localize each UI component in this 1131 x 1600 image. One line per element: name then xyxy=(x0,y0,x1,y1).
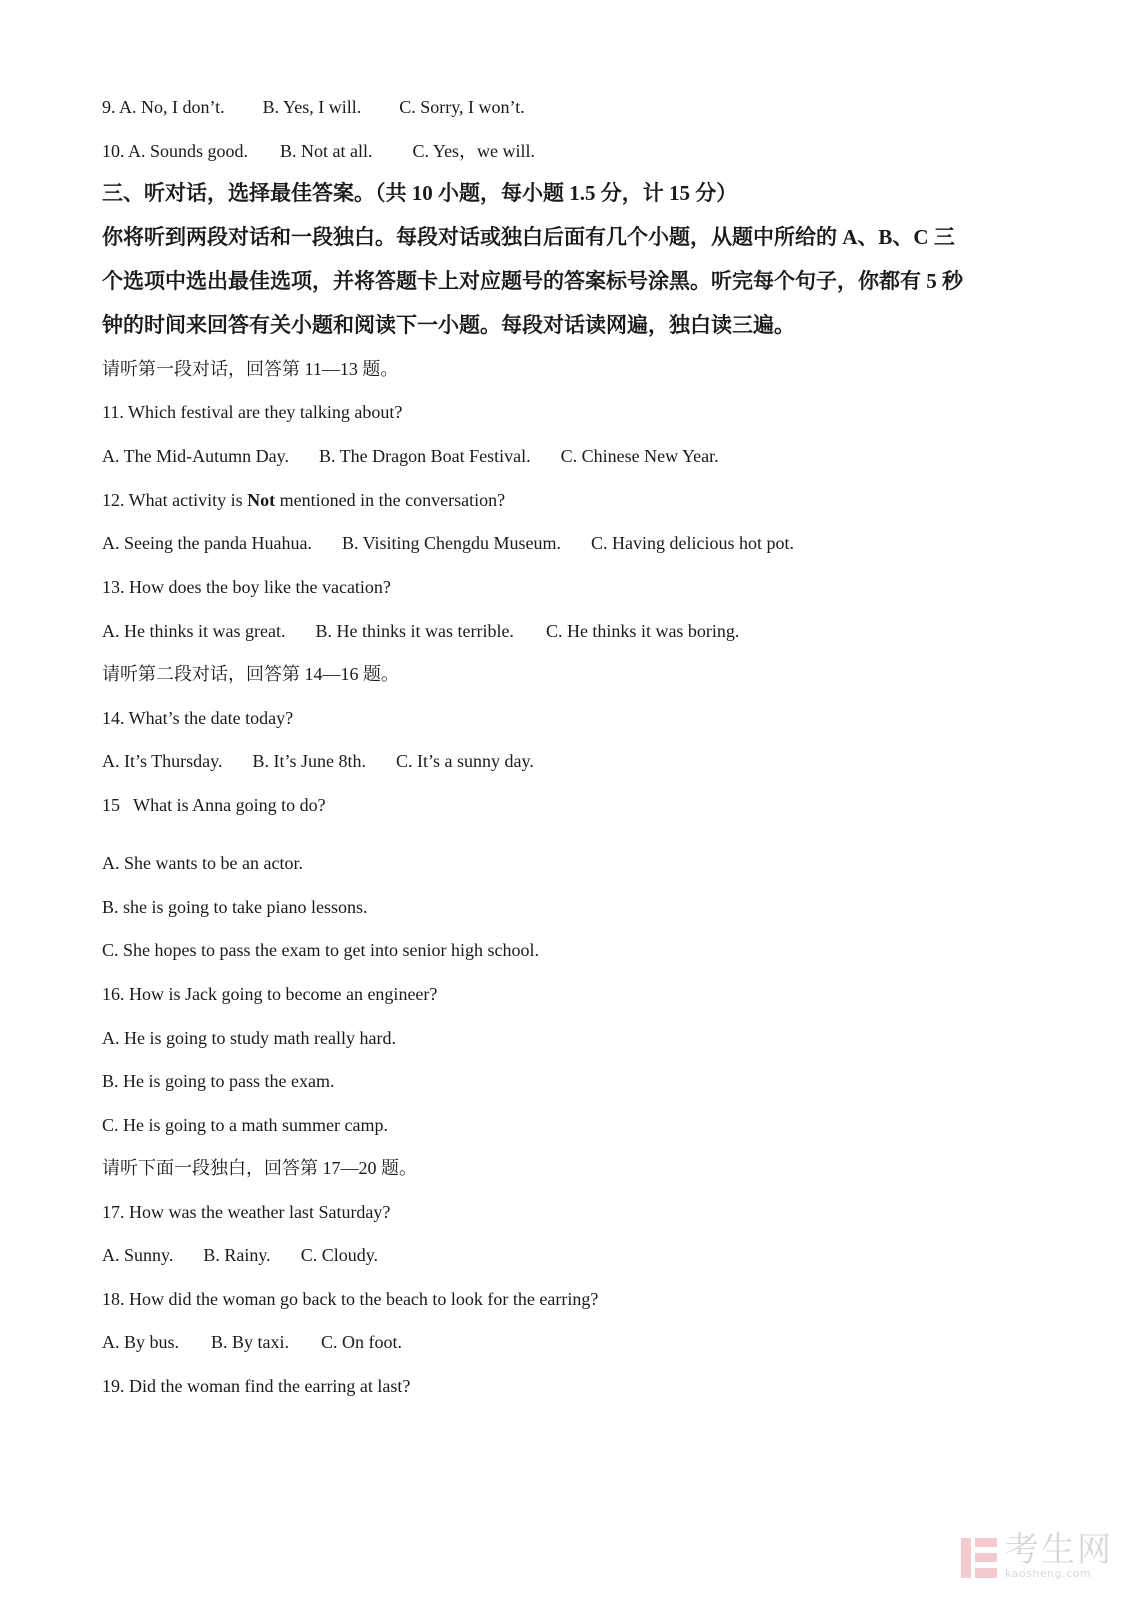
q14-options xyxy=(102,750,534,772)
q18-options xyxy=(102,1331,402,1353)
section-3-heading: 三、听对话，选择最佳答案。（共 10 小题，每小题 1.5 分，计 15 分） xyxy=(102,181,738,205)
q9-option-c: C. Sorry, I won’t. xyxy=(399,97,525,117)
q17-options xyxy=(102,1244,378,1266)
q12-stem-bold: Not xyxy=(247,490,276,510)
q15-option-c: C. She hopes to pass the exam to get into senior high school. xyxy=(102,940,539,960)
q14-option-b: B. It’s June 8th. xyxy=(252,751,367,771)
watermark-en: kaosheng.com xyxy=(1005,1567,1092,1580)
q11-option-b: B. The Dragon Boat Festival. xyxy=(318,446,531,466)
q14-option-a: A. It’s Thursday. xyxy=(102,751,223,771)
q18-option-c: C. On foot. xyxy=(321,1332,403,1352)
q16-option-b: B. He is going to pass the exam. xyxy=(102,1071,335,1091)
q14-option-c: C. It’s a sunny day. xyxy=(396,751,534,771)
q12-option-c: C. Having delicious hot pot. xyxy=(591,533,795,553)
q10-option-b: B. Not at all. xyxy=(280,141,373,161)
q17-option-c: C. Cloudy. xyxy=(300,1245,379,1265)
watermark-cn: 考生网 xyxy=(1005,1530,1113,1570)
q18-option-b: B. By taxi. xyxy=(211,1332,290,1352)
section-3-instruction-line-3: 钟的时间来回答有关小题和阅读下一小题。每段对话读网遍，独白读三遍。 xyxy=(102,313,795,337)
q10-option-a: 10. A. Sounds good. xyxy=(102,141,249,161)
kaosheng-logo-icon xyxy=(959,1536,999,1580)
q11-options xyxy=(102,445,719,467)
q12-option-b: B. Visiting Chengdu Museum. xyxy=(341,533,562,553)
dialog-2-note: 请听第二段对话，回答第 14—16 题。 xyxy=(102,664,399,684)
q10-options xyxy=(102,140,535,162)
q11-stem: 11. Which festival are they talking about? xyxy=(102,402,403,422)
q18-option-a: A. By bus. xyxy=(102,1332,180,1352)
q13-option-a: A. He thinks it was great. xyxy=(102,621,286,641)
q15-stem: 15 What is Anna going to do? xyxy=(102,795,326,815)
q13-option-c: C. He thinks it was boring. xyxy=(545,621,740,641)
q16-stem: 16. How is Jack going to become an engineer? xyxy=(102,984,438,1004)
q18-stem: 18. How did the woman go back to the beach to look for the earring? xyxy=(102,1289,599,1309)
q9-options xyxy=(102,96,525,118)
q19-stem: 19. Did the woman find the earring at last? xyxy=(102,1376,411,1396)
q12-options xyxy=(102,532,794,554)
q15-option-a: A. She wants to be an actor. xyxy=(102,853,303,873)
q12-option-a: A. Seeing the panda Huahua. xyxy=(102,533,312,553)
q9-option-a: 9. A. No, I don’t. xyxy=(102,97,225,117)
q17-option-a: A. Sunny. xyxy=(102,1245,174,1265)
q11-option-a: A. The Mid-Autumn Day. xyxy=(102,446,289,466)
section-3-instruction-line-2: 个选项中选出最佳选项，并将答题卡上对应题号的答案标号涂黑。听完每个句子，你都有 5 秒 xyxy=(102,269,963,293)
q15-option-b: B. she is going to take piano lessons. xyxy=(102,897,368,917)
q12-stem xyxy=(102,489,505,511)
q17-stem: 17. How was the weather last Saturday? xyxy=(102,1202,391,1222)
section-3-instruction-line-1: 你将听到两段对话和一段独白。每段对话或独白后面有几个小题，从题中所给的 A、B、C 三 xyxy=(102,225,955,249)
q13-options xyxy=(102,620,739,642)
q11-option-c: C. Chinese New Year. xyxy=(560,446,719,466)
q12-stem-pre: 12. What activity is xyxy=(102,490,248,510)
q16-option-c: C. He is going to a math summer camp. xyxy=(102,1115,388,1135)
q14-stem: 14. What’s the date today? xyxy=(102,708,294,728)
dialog-1-note: 请听第一段对话，回答第 11—13 题。 xyxy=(102,359,399,379)
q13-stem: 13. How does the boy like the vacation? xyxy=(102,577,391,597)
q13-option-b: B. He thinks it was terrible. xyxy=(315,621,514,641)
q12-stem-post: mentioned in the conversation? xyxy=(275,490,506,510)
kaosheng-watermark xyxy=(959,1532,1113,1580)
q9-option-b: B. Yes, I will. xyxy=(262,97,362,117)
q17-option-b: B. Rainy. xyxy=(203,1245,271,1265)
q16-option-a: A. He is going to study math really hard. xyxy=(102,1028,396,1048)
q10-option-c: C. Yes，we will. xyxy=(412,141,536,161)
monologue-note: 请听下面一段独白，回答第 17—20 题。 xyxy=(102,1158,417,1178)
